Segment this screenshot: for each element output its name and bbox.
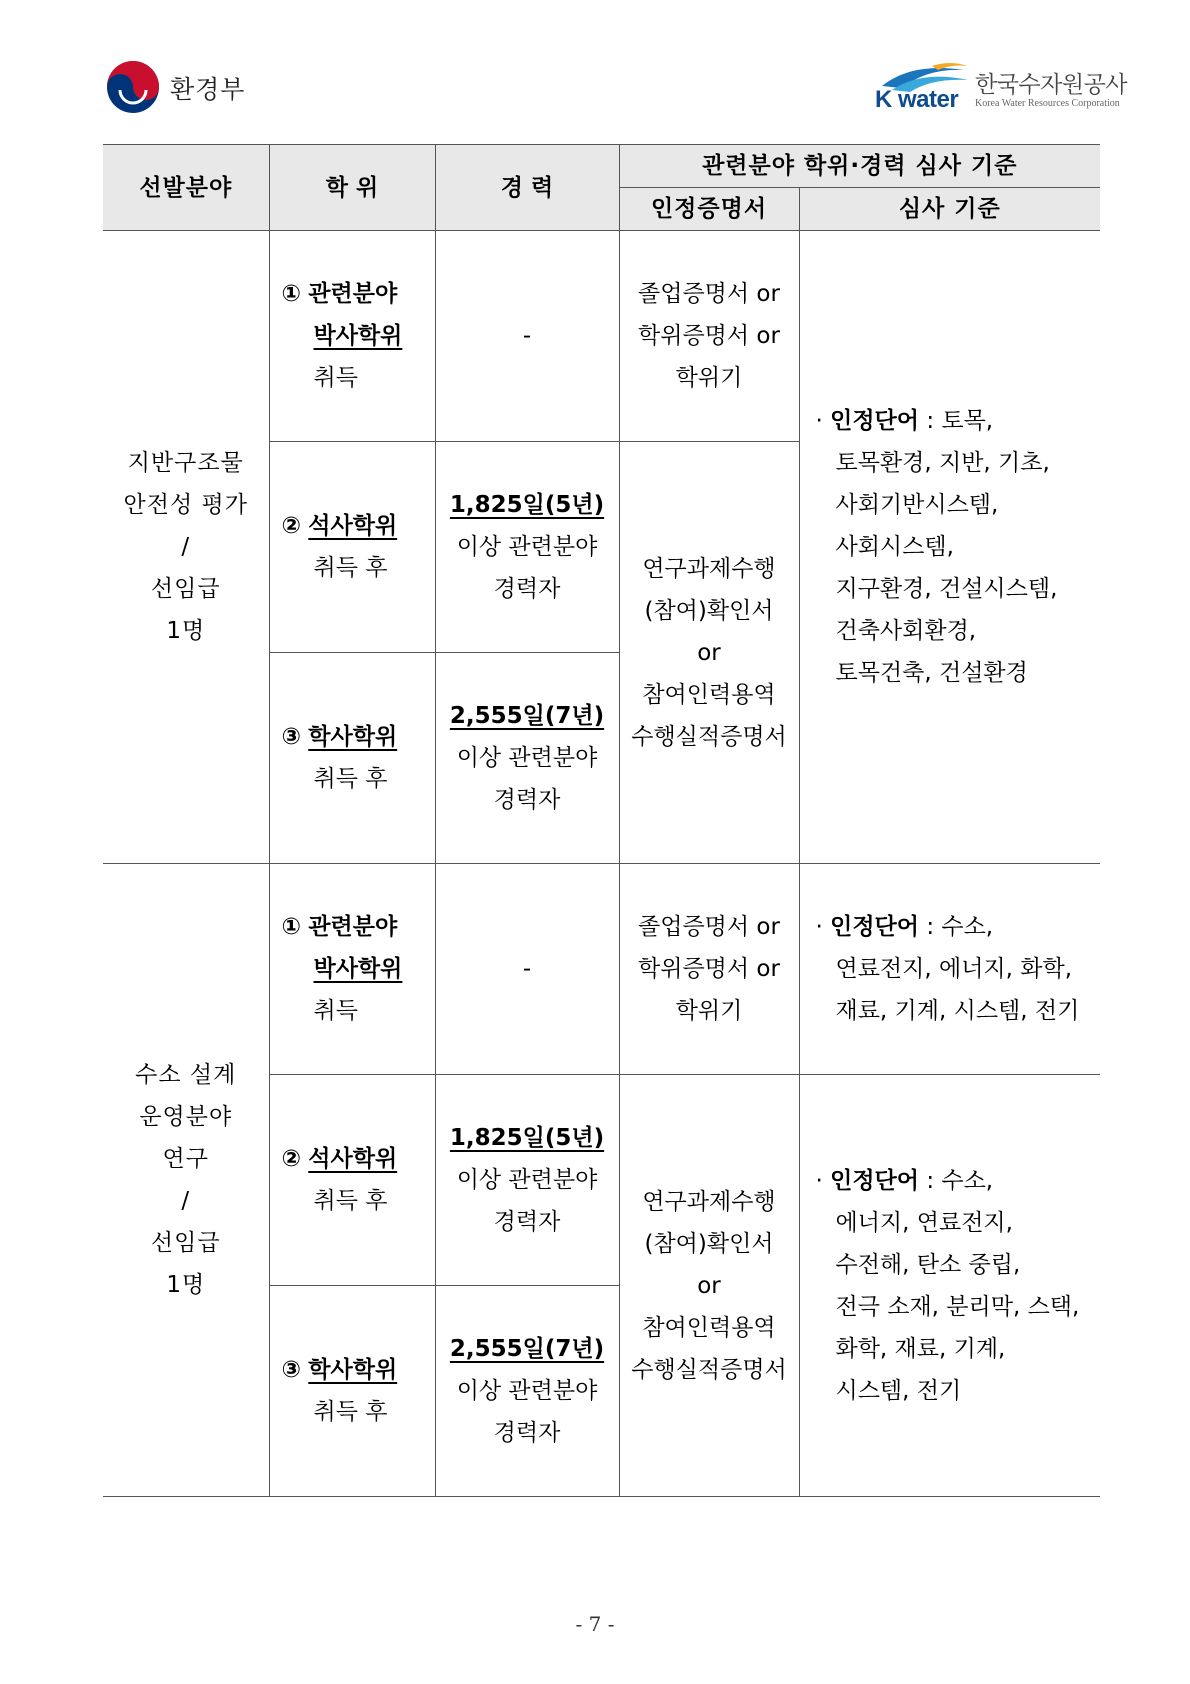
- field-cell: 지반구조물 안전성 평가 / 선임급 1명: [103, 231, 269, 864]
- degree-cell: ① 관련분야 박사학위 취득: [269, 231, 435, 442]
- header-degree: 학 위: [269, 145, 435, 231]
- cert-cell: 연구과제수행 (참여)확인서 or 참여인력용역 수행실적증명서: [619, 442, 799, 864]
- header-review-group: 관련분야 학위·경력 심사 기준: [619, 145, 1100, 188]
- degree-cell: ③ 학사학위 취득 후: [269, 653, 435, 864]
- ministry-name: 환경부: [170, 75, 246, 104]
- page-number: - 7 -: [575, 1612, 615, 1636]
- kwater-org-name-en: Korea Water Resources Corporation: [975, 98, 1120, 109]
- criteria-cell: ⋅ 인정단어 : 수소, 에너지, 연료전지, 수전해, 탄소 중립, 전극 소재, 분리막, 스택, 화학, 재료, 기계, 시스템, 전기: [799, 1075, 1100, 1497]
- table-row: [103, 231, 1100, 442]
- career-cell: 1,825일(5년) 이상 관련분야 경력자: [435, 1075, 619, 1286]
- header-cert: 인정증명서: [619, 188, 799, 231]
- career-cell: 1,825일(5년) 이상 관련분야 경력자: [435, 442, 619, 653]
- field-cell: 수소 설계 운영분야 연구 / 선임급 1명: [103, 864, 269, 1497]
- career-cell: -: [435, 864, 619, 1075]
- header-criteria: 심사 기준: [799, 188, 1100, 231]
- degree-cell: ② 석사학위 취득 후: [269, 1075, 435, 1286]
- career-cell: -: [435, 231, 619, 442]
- degree-cell: ① 관련분야 박사학위 취득: [269, 864, 435, 1075]
- cert-cell: 졸업증명서 or 학위증명서 or 학위기: [619, 231, 799, 442]
- criteria-cell: ⋅ 인정단어 : 토목, 토목환경, 지반, 기초, 사회기반시스템, 사회시스템, 지구환경, 건설시스템, 건축사회환경, 토목건축, 건설환경: [799, 231, 1100, 864]
- page-header: [0, 0, 1190, 130]
- cert-cell: 졸업증명서 or 학위증명서 or 학위기: [619, 864, 799, 1075]
- kwater-logo-text: K water: [875, 86, 959, 113]
- cert-cell: 연구과제수행 (참여)확인서 or 참여인력용역 수행실적증명서: [619, 1075, 799, 1497]
- career-cell: 2,555일(7년) 이상 관련분야 경력자: [435, 1286, 619, 1497]
- degree-cell: ② 석사학위 취득 후: [269, 442, 435, 653]
- career-cell: 2,555일(7년) 이상 관련분야 경력자: [435, 653, 619, 864]
- header-career: 경 력: [435, 145, 619, 231]
- criteria-cell: ⋅ 인정단어 : 수소, 연료전지, 에너지, 화학, 재료, 기계, 시스템, 전기: [799, 864, 1100, 1075]
- ministry-emblem-icon: [106, 60, 160, 114]
- header-field: 선발분야: [103, 145, 269, 231]
- selection-criteria-table: [103, 144, 1100, 1497]
- table-row: [103, 864, 1100, 1075]
- kwater-org-name: 한국수자원공사: [975, 72, 1128, 98]
- degree-cell: ③ 학사학위 취득 후: [269, 1286, 435, 1497]
